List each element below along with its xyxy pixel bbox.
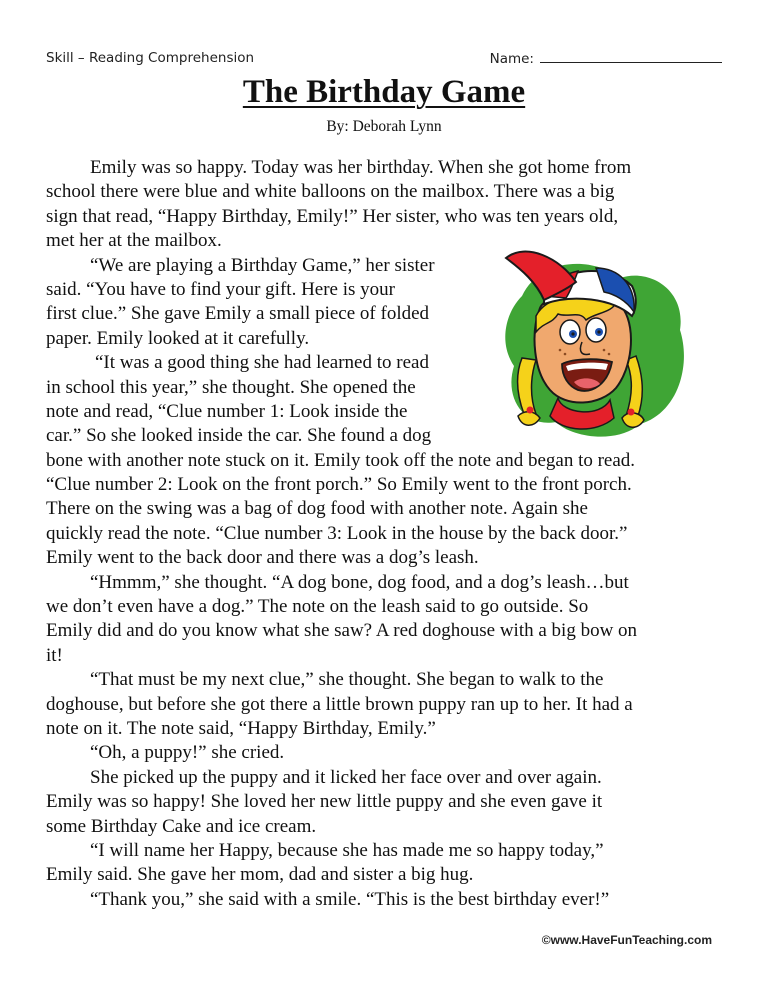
story-line: There on the swing was a bag of dog food with another note. Again she xyxy=(46,498,588,520)
story-line: met her at the mailbox. xyxy=(46,230,222,252)
story-line: bone with another note stuck on it. Emily took off the note and began to read. xyxy=(46,449,636,471)
story-line: “That must be my next clue,” she thought. She began to walk to the xyxy=(90,669,604,691)
name-field xyxy=(490,50,722,67)
story-line: Emily was so happy! She loved her new little puppy and she even gave it xyxy=(46,791,603,813)
story-line: paper. Emily looked at it carefully. xyxy=(46,327,310,349)
story-line: “It was a good thing she had learned to read xyxy=(95,352,429,374)
story-line: “I will name her Happy, because she has made me so happy today,” xyxy=(90,839,604,861)
story-line: Emily said. She gave her mom, dad and sister a big hug. xyxy=(46,864,474,886)
story-line: car.” So she looked inside the car. She found a dog xyxy=(46,425,432,447)
story-line: quickly read the note. “Clue number 3: Look in the house by the back door.” xyxy=(46,522,628,544)
story-line: we don’t even have a dog.” The note on the leash said to go outside. So xyxy=(46,596,589,618)
name-label: Name: xyxy=(489,51,534,67)
story-line: “Hmmm,” she thought. “A dog bone, dog food, and a dog’s leash…but xyxy=(90,571,629,593)
story-line: She picked up the puppy and it licked her face over and over again. xyxy=(90,766,602,788)
story-line: it! xyxy=(46,644,63,666)
story-line: Emily did and do you know what she saw? A red doghouse with a big bow on xyxy=(46,620,638,642)
story-line: “We are playing a Birthday Game,” her sister xyxy=(90,254,435,276)
story-line: “Clue number 2: Look on the front porch.” So Emily went to the front porch. xyxy=(46,474,632,496)
story-line: note on it. The note said, “Happy Birthday, Emily.” xyxy=(46,717,436,739)
girl-with-cap-icon xyxy=(500,238,690,446)
story-line: Emily went to the back door and there was a dog’s leash. xyxy=(46,547,479,569)
copyright-footer: ©www.HaveFunTeaching.com xyxy=(541,933,712,947)
story-title: The Birthday Game xyxy=(242,74,526,110)
skill-label: Skill – Reading Comprehension xyxy=(46,50,255,66)
story-line: said. “You have to find your gift. Here is your xyxy=(46,278,395,300)
story-line: some Birthday Cake and ice cream. xyxy=(46,815,317,837)
author-byline: By: Deborah Lynn xyxy=(326,118,442,135)
worksheet-header xyxy=(46,50,722,72)
story-line: Emily was so happy. Today was her birthday. When she got home from xyxy=(90,157,632,178)
name-blank-line[interactable] xyxy=(540,50,722,63)
story-line: first clue.” She gave Emily a small piece of folded xyxy=(46,303,430,325)
story-line: school there were blue and white balloons on the mailbox. There was a big xyxy=(46,181,615,203)
story-line: note and read, “Clue number 1: Look inside the xyxy=(46,400,408,422)
girl-illustration xyxy=(500,238,690,446)
story-line: in school this year,” she thought. She opened the xyxy=(46,376,416,398)
story-line: doghouse, but before she got there a little brown puppy ran up to her. It had a xyxy=(46,693,633,715)
story-line: “Thank you,” she said with a smile. “This is the best birthday ever!” xyxy=(90,888,610,910)
story-line: sign that read, “Happy Birthday, Emily!” Her sister, who was ten years old, xyxy=(46,205,619,227)
story-line: “Oh, a puppy!” she cried. xyxy=(90,742,285,764)
